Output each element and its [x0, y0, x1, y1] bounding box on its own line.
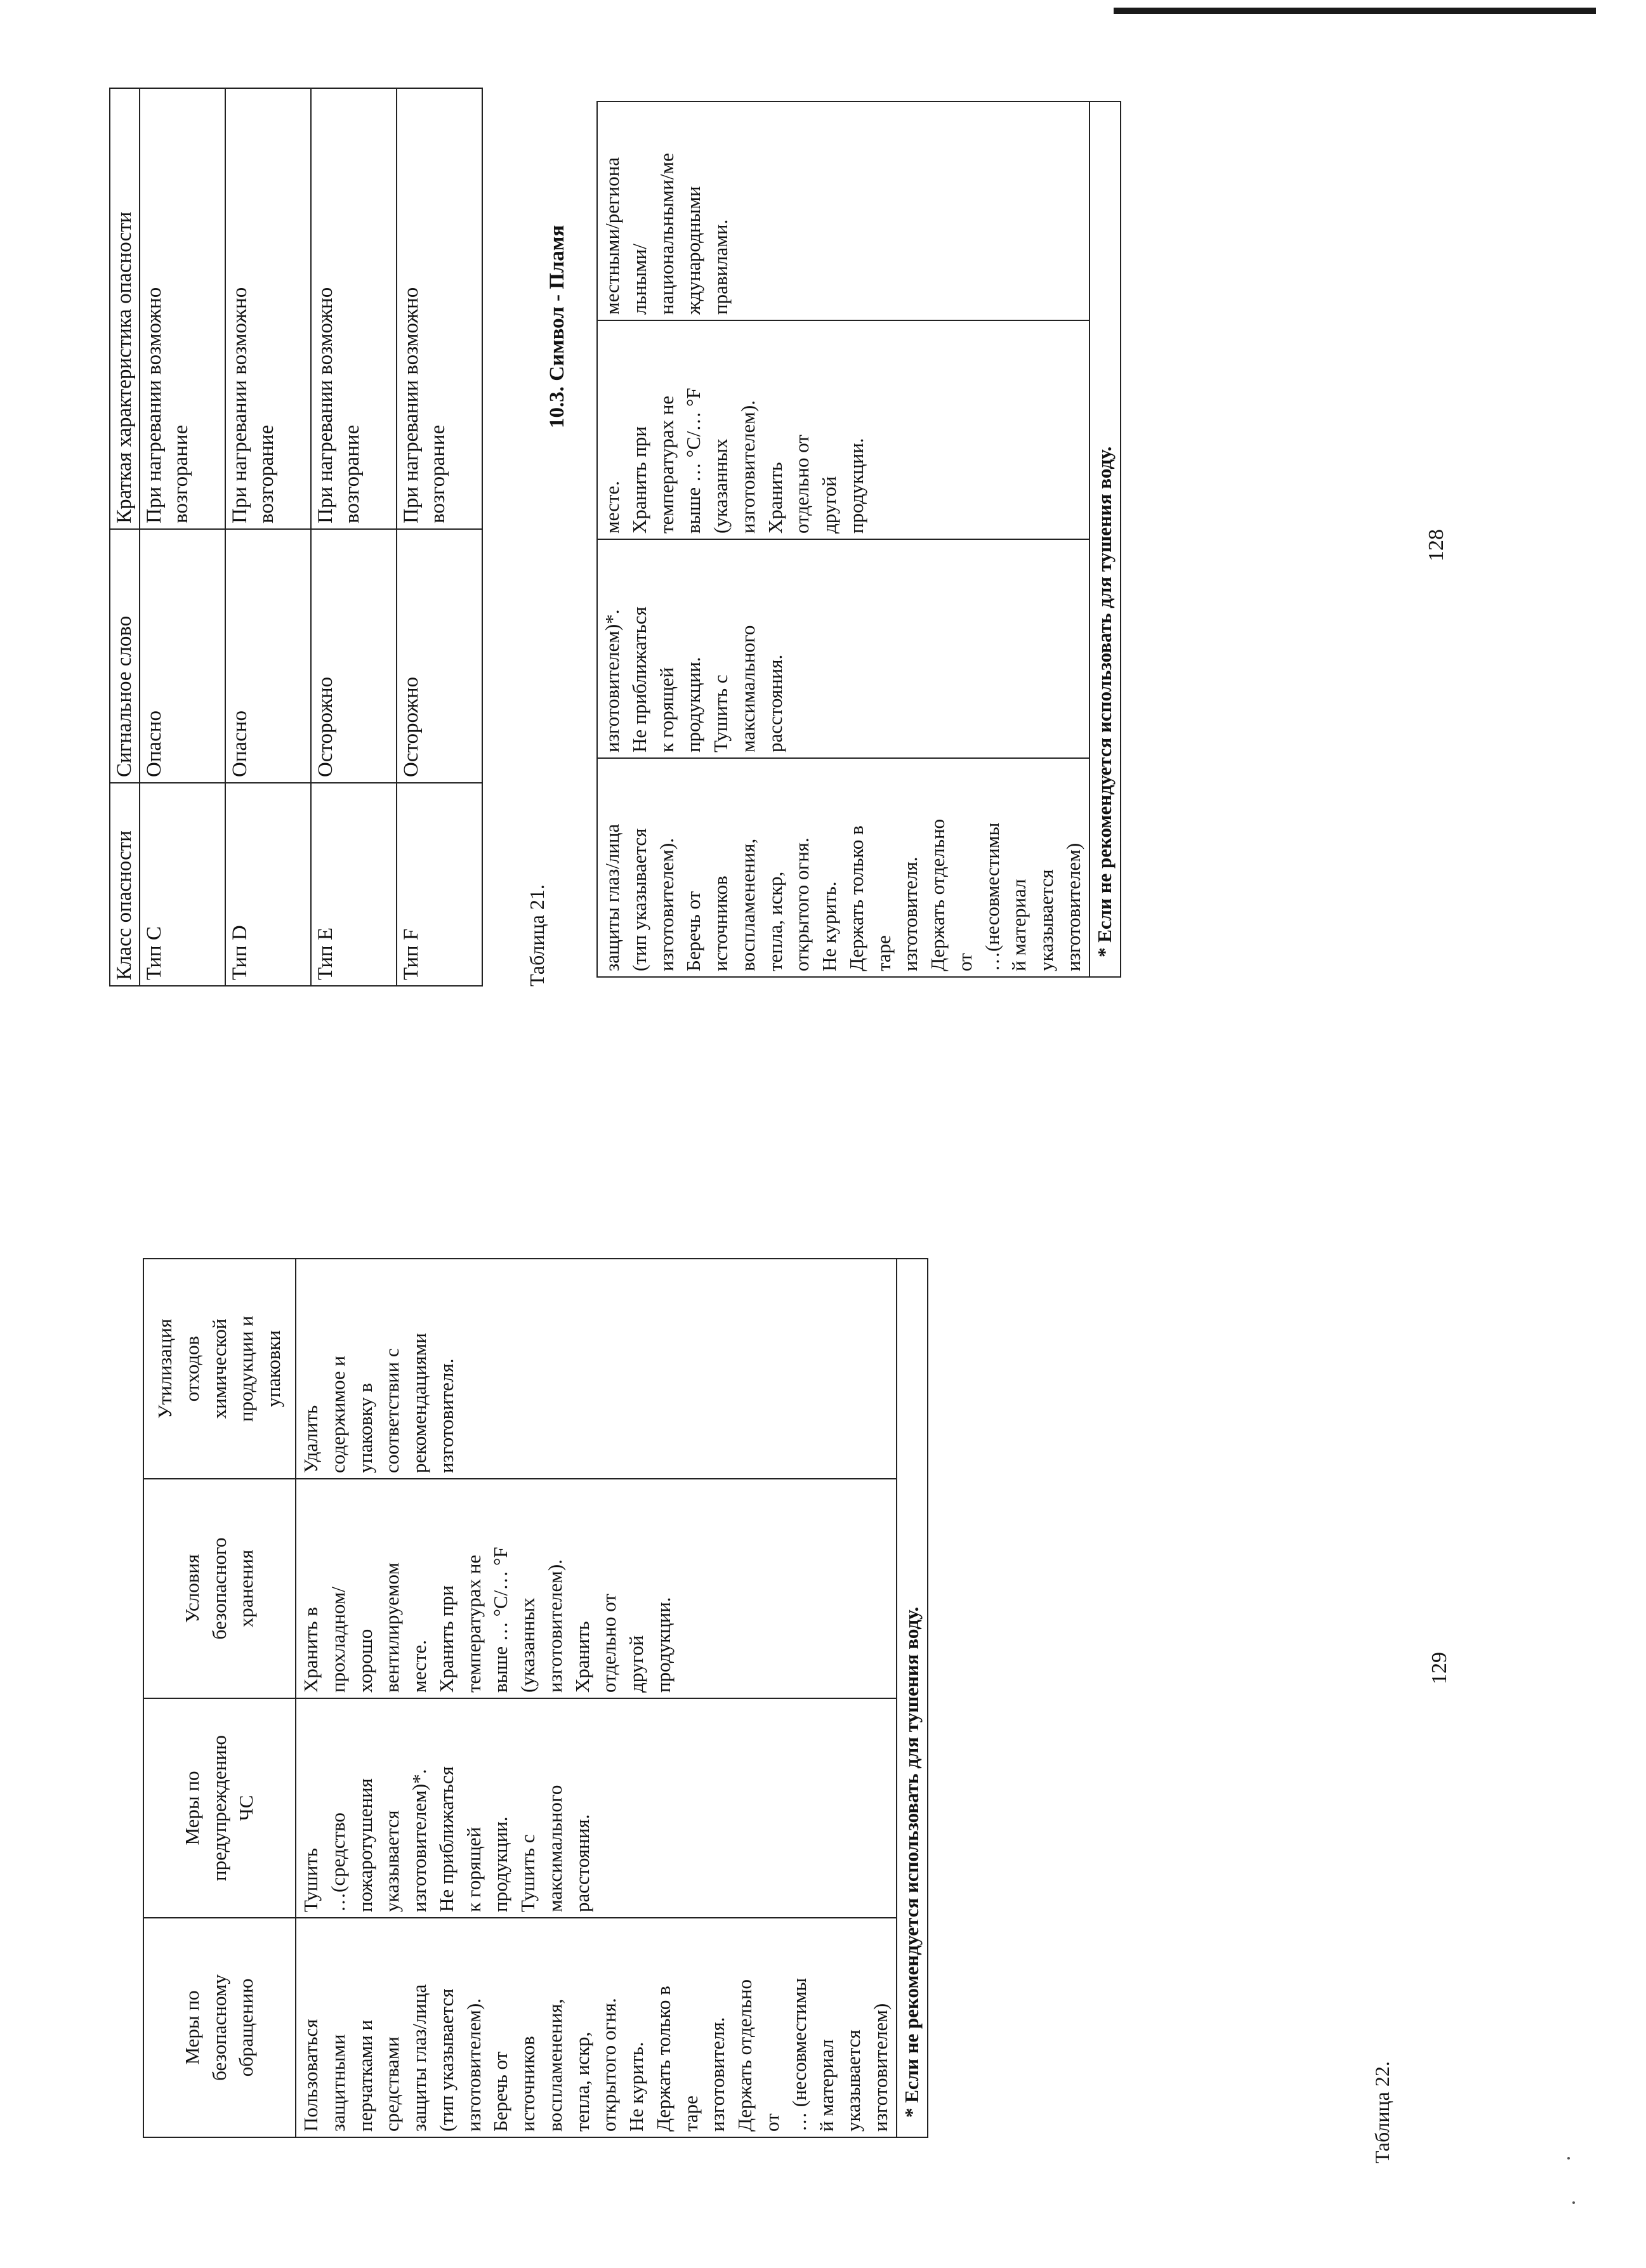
header-safe-handling: Меры по безопасному обращению [143, 1918, 296, 2137]
cell-class: Тип F [397, 783, 482, 986]
footnote: * Если не рекомендуется использовать для тушения воду. [1090, 102, 1121, 977]
footnote: * Если не рекомендуется использовать для тушения воду. [897, 1259, 928, 2137]
table-footnote-row [1090, 102, 1121, 977]
table-row [140, 88, 225, 986]
section-title: 10.3. Символ - Пламя [546, 225, 569, 428]
cell-signal: Осторожно [397, 529, 482, 783]
cell-class: Тип Е [311, 783, 397, 986]
cell-brief: При нагревании возможно возгорание [140, 88, 225, 529]
table-21 [109, 88, 483, 987]
cell-signal: Осторожно [311, 529, 397, 783]
cell-handling: Пользоваться защитными перчатками и средствами защиты глаз/лица (тип указывается изготовителем). Беречь от источников воспламенения, тепла, искр, открытого огня. Не курить. Держать только в таре изготовителя. Держать отдельно от … (несовместимы й материал указывается изготовителем) [296, 1918, 897, 2137]
table-caption-21: Таблица 21. [525, 884, 548, 987]
table-footnote-row [897, 1259, 928, 2137]
table-row [225, 88, 311, 986]
table-row [311, 88, 397, 986]
table-row [296, 1259, 897, 2137]
table-caption-22: Таблица 22. [1371, 2061, 1393, 2163]
cell-brief: При нагревании возможно возгорание [397, 88, 482, 529]
header-signal-word: Сигнальное слово [110, 529, 140, 783]
header-safe-storage: Условия безопасного хранения [143, 1479, 296, 1698]
hazard-measures-table-128 [596, 101, 1121, 978]
table-header-row [143, 1259, 296, 2137]
header-waste-disposal: Утилизация отходов химической продукции и упаковки [143, 1259, 296, 1479]
cell-emergency: изготовителем)*. Не приближаться к горящей продукции. Тушить с максимального расстояния. [597, 539, 1090, 758]
cell-brief: При нагревании возможно возгорание [311, 88, 397, 529]
cell-signal: Опасно [140, 529, 225, 783]
cell-signal: Опасно [225, 529, 311, 783]
table-22 [143, 1258, 928, 2138]
cell-disposal: местными/региона льными/ национальными/ме ждународными правилами. [597, 102, 1090, 320]
cell-brief: При нагревании возможно возгорание [225, 88, 311, 529]
cell-disposal: Удалить содержимое и упаковку в соответствии с рекомендациями изготовителя. [296, 1259, 897, 1479]
cell-handling: защиты глаз/лица (тип указывается изготовителем). Беречь от источников воспламенения, тепла, искр, открытого огня. Не курить. Держать только в таре изготовителя. Держать отдельно от …(несовместимы й материал указывается изготовителем) [597, 758, 1090, 977]
header-hazard-class: Класс опасности [110, 783, 140, 986]
cell-storage: месте. Хранить при температурах не выше … °С/… °F (указанных изготовителем). Хранить отдельно от другой продукции. [597, 320, 1090, 539]
table-row [397, 88, 482, 986]
cell-class: Тип D [225, 783, 311, 986]
table-row [597, 102, 1090, 977]
table-header-row [110, 88, 140, 986]
cell-class: Тип С [140, 783, 225, 986]
cell-storage: Хранить в прохладном/ хорошо вентилируемом месте. Хранить при температурах не выше … °С/… °F (указанных изготовителем). Хранить отдельно от другой продукции. [296, 1479, 897, 1698]
header-emergency-prevention: Меры по предупреждению ЧС [143, 1698, 296, 1918]
page-number-128: 128 [1425, 529, 1448, 561]
header-hazard-brief: Краткая характеристика опасности [110, 88, 140, 529]
page-number-129: 129 [1428, 1652, 1451, 1684]
cell-emergency: Тушить …(средство пожаротушения указывается изготовителем)*. Не приближаться к горящей продукции. Тушить с максимального расстояния. [296, 1698, 897, 1918]
